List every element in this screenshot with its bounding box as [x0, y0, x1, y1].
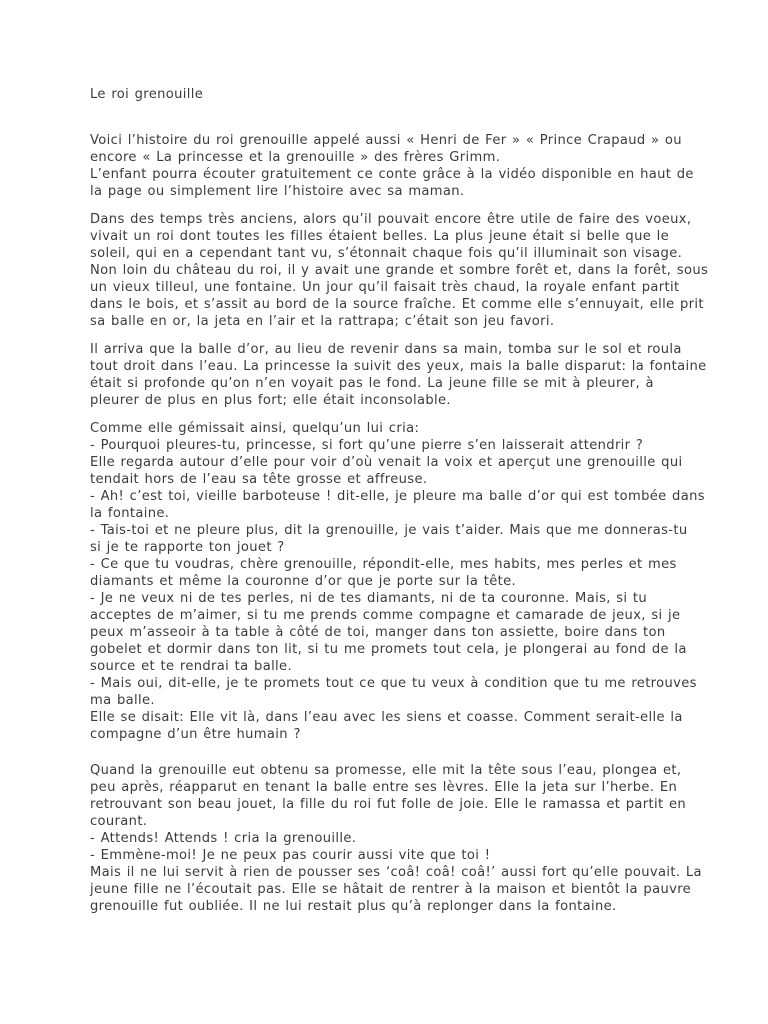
text-line: Comme elle gémissait ainsi, quelqu’un lui cria: [90, 421, 420, 436]
text-line: Dans des temps très anciens, alors qu’il pouvait encore être utile de faire des voeux, [90, 212, 692, 227]
text-line: diamants et même la couronne d’or que je porte sur la tête. [90, 574, 517, 589]
document-page [90, 86, 709, 926]
text-line: dans le bois, et s’assit au bord de la source fraîche. Et comme elle s’ennuyait, elle prit [90, 297, 704, 312]
text-line: tout droit dans l’eau. La princesse la suivit des yeux, mais la balle disparut: la fontaine [90, 359, 707, 374]
text-line: ma balle. [90, 693, 155, 708]
text-line: L’enfant pourra écouter gratuitement ce conte grâce à la vidéo disponible en haut de [90, 167, 694, 182]
text-line: - Mais oui, dit-elle, je te promets tout ce que tu veux à condition que tu me retrouves [90, 676, 697, 691]
text-line: - Ce que tu voudras, chère grenouille, répondit-elle, mes habits, mes perles et mes [90, 557, 677, 572]
text-line: la fontaine. [90, 506, 170, 521]
text-line: vivait un roi dont toutes les filles étaient belles. La plus jeune était si belle que le [90, 229, 670, 244]
text-line: encore « La princesse et la grenouille » des frères Grimm. [90, 150, 501, 165]
text-line: Elle se disait: Elle vit là, dans l’eau avec les siens et coasse. Comment serait-elle la [90, 710, 683, 725]
paragraph-1 [90, 132, 704, 200]
text-line: tendait hors de l’eau sa tête grosse et affreuse. [90, 472, 428, 487]
text-line: soleil, qui en a cependant tant vu, s’étonnait chaque fois qu’il illuminait son visage. [90, 246, 683, 261]
text-line: - Attends! Attends ! cria la grenouille. [90, 831, 357, 846]
text-line: courant. [90, 814, 148, 829]
text-line: Non loin du château du roi, il y avait une grande et sombre forêt et, dans la forêt, sous [90, 263, 709, 278]
text-line: était si profonde qu’on n’en voyait pas le fond. La jeune fille se mit à pleurer, à [90, 376, 654, 391]
text-line: retrouvant son beau jouet, la fille du roi fut folle de joie. Elle le ramassa et partit en [90, 797, 687, 812]
text-line: Elle regarda autour d’elle pour voir d’où venait la voix et aperçut une grenouille qui [90, 455, 683, 470]
text-line: - Pourquoi pleures-tu, princesse, si fort qu’une pierre s’en laisserait attendrir ? [90, 438, 644, 453]
text-line: jeune fille ne l’écoutait pas. Elle se hâtait de rentrer à la maison et bientôt la pauvre [90, 882, 692, 897]
text-line: - Tais-toi et ne pleure plus, dit la grenouille, je vais t’aider. Mais que me donneras-tu [90, 523, 688, 538]
text-line: acceptes de m’aimer, si tu me prends comme compagne et camarade de jeux, si je [90, 608, 681, 623]
text-line: Il arriva que la balle d’or, au lieu de revenir dans sa main, tomba sur le sol et roula [90, 342, 682, 357]
paragraph-4 [90, 420, 704, 743]
text-line: peux m’asseoir à ta table à côté de toi, manger dans ton assiette, boire dans ton [90, 625, 666, 640]
text-line: sa balle en or, la jeta en l’air et la rattrapa; c’était son jeu favori. [90, 314, 555, 329]
text-line: si je te rapporte ton jouet ? [90, 540, 285, 555]
text-line: - Ah! c’est toi, vieille barboteuse ! dit-elle, je pleure ma balle d’or qui est tombée dans [90, 489, 705, 504]
paragraph-3 [90, 341, 707, 409]
text-line: la page ou simplement lire l’histoire avec sa maman. [90, 184, 465, 199]
document-body [90, 132, 709, 915]
text-line: Quand la grenouille eut obtenu sa promesse, elle mit la tête sous l’eau, plongea et, [90, 763, 682, 778]
text-line: gobelet et dormir dans ton lit, si tu me promets tout cela, je plongerai au fond de la [90, 642, 687, 657]
text-line: grenouille fut oubliée. Il ne lui restait plus qu’à replonger dans la fontaine. [90, 899, 617, 914]
text-line: peu après, réapparut en tenant la balle entre ses lèvres. Elle la jeta sur l’herbe. En [90, 780, 678, 795]
text-line: - Emmène-moi! Je ne peux pas courir aussi vite que toi ! [90, 848, 491, 863]
text-line: pleurer de plus en plus fort; elle était inconsolable. [90, 393, 451, 408]
text-line: compagne d’un être humain ? [90, 727, 301, 742]
text-line: un vieux tilleul, une fontaine. Un jour qu’il faisait très chaud, la royale enfant partit [90, 280, 680, 295]
paragraph-2 [90, 211, 709, 330]
document-title: Le roi grenouille [90, 87, 204, 102]
text-line: Voici l’histoire du roi grenouille appelé aussi « Henri de Fer » « Prince Crapaud » ou [90, 133, 682, 148]
paragraph-5 [90, 762, 704, 915]
text-line: Mais il ne lui servit à rien de pousser ses ‘coâ! coâ! coâ!’ aussi fort qu’elle pouvait. La [90, 865, 702, 880]
text-line: source et te rendrai ta balle. [90, 659, 292, 674]
text-line: - Je ne veux ni de tes perles, ni de tes diamants, ni de ta couronne. Mais, si tu [90, 591, 648, 606]
